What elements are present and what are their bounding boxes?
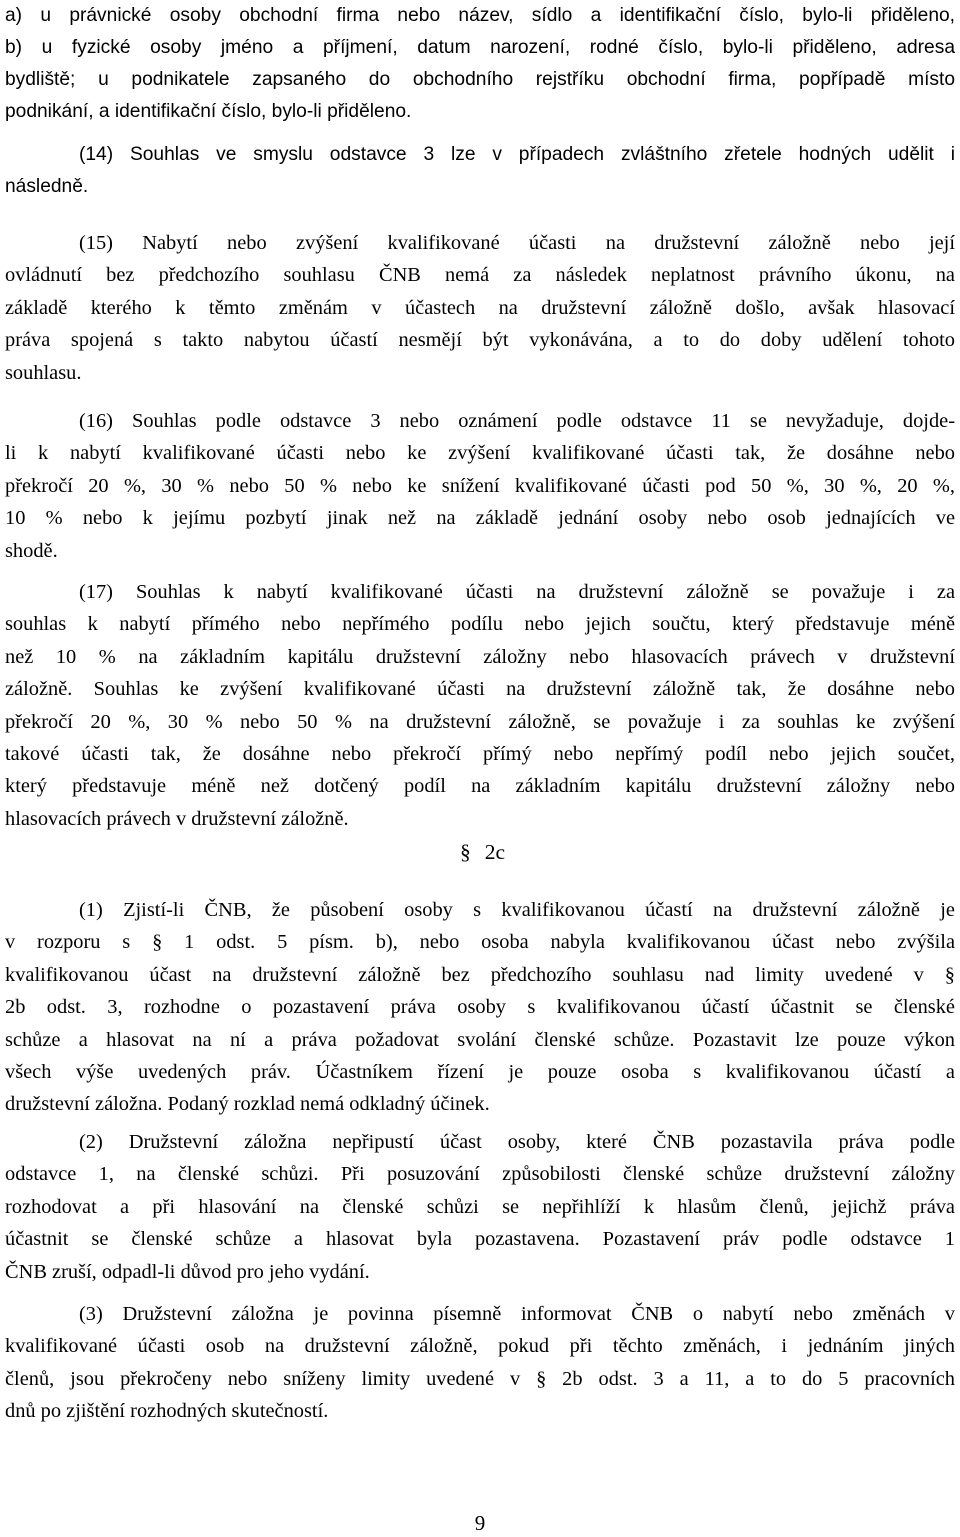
paragraph-line: dnů po zjištění rozhodných skutečností. xyxy=(5,1400,329,1423)
paragraph-line: (14) Souhlas ve smyslu odstavce 3 lze v případech zvláštního zřetele hodných udělit i xyxy=(79,144,955,165)
section-number: 2c xyxy=(484,840,506,864)
paragraph-line: ČNB zruší, odpadl-li důvod pro jeho vydání. xyxy=(5,1260,370,1283)
paragraph-line: následně. xyxy=(5,176,89,197)
intro-line: b) u fyzické osoby jméno a příjmení, datum narození, rodné číslo, bylo-li přiděleno, adresa xyxy=(5,37,955,58)
paragraph-line: překročí 20 %, 30 % nebo 50 % na družstevní záložně, se považuje i za souhlas ke zvýšení xyxy=(5,710,955,733)
paragraph-15 xyxy=(5,227,955,389)
section-paragraph-3 xyxy=(5,1298,955,1428)
paragraph-line: (17) Souhlas k nabytí kvalifikované účasti na družstevní záložně se považuje i za xyxy=(79,581,955,603)
intro-line: podnikání, a identifikační číslo, bylo-li přiděleno. xyxy=(5,101,412,122)
paragraph-line: než 10 % na základním kapitálu družstevní záložny nebo hlasovacích právech v družstevní xyxy=(5,645,955,668)
paragraph-line: rozhodovat a při hlasování na členské schůzi se nepřihlíží k hlasům členů, jejichž práva xyxy=(5,1195,955,1218)
section-symbol: § xyxy=(460,840,471,864)
paragraph-line: družstevní záložna. Podaný rozklad nemá odkladný účinek. xyxy=(5,1093,490,1116)
page-number: 9 xyxy=(474,1511,486,1535)
paragraph-line: základě kterého k těmto změnám v účastech na družstevní záložně došlo, avšak hlasovací xyxy=(5,296,955,319)
paragraph-line: kvalifikované účasti osob na družstevní záložně, pokud při těchto změnách, i jednáním jiných xyxy=(5,1335,955,1358)
paragraph-line: členů, jsou překročeny nebo sníženy limity uvedené v § 2b odst. 3 a 11, a to do 5 pracovních xyxy=(5,1367,955,1390)
section-heading xyxy=(460,836,505,868)
paragraph-line: souhlas k nabytí přímého nebo nepřímého podílu nebo jejich součtu, který představuje méně xyxy=(5,613,955,636)
paragraph-line: (3) Družstevní záložna je povinna písemně informovat ČNB o nabytí nebo změnách v xyxy=(79,1303,955,1325)
paragraph-line: překročí 20 %, 30 % nebo 50 % nebo ke snížení kvalifikované účasti pod 50 %, 30 %, 20 %, xyxy=(5,474,955,497)
paragraph-line: ovládnutí bez předchozího souhlasu ČNB nemá za následek neplatnost právního úkonu, na xyxy=(5,264,955,287)
paragraph-line: který představuje méně než dotčený podíl na základním kapitálu družstevní záložny nebo xyxy=(5,775,955,798)
paragraph-line: shodě. xyxy=(5,539,58,562)
section-paragraph-2 xyxy=(5,1126,955,1288)
section-paragraph-1 xyxy=(5,894,955,1121)
paragraph-line: 2b odst. 3, rozhodne o pozastavení práva osoby s kvalifikovanou účastí účastnit se členské xyxy=(5,996,955,1019)
paragraph-line: (15) Nabytí nebo zvýšení kvalifikované účasti na družstevní záložně nebo její xyxy=(79,232,955,254)
paragraph-line: kvalifikovanou účast na družstevní záložně bez předchozího souhlasu nad limity uvedené v § xyxy=(5,963,955,986)
paragraph-line: záložně. Souhlas ke zvýšení kvalifikované účasti na družstevní záložně tak, že dosáhne nebo xyxy=(5,678,955,701)
paragraph-14 xyxy=(5,139,955,203)
paragraph-line: účastnit se členské schůze a hlasovat byla pozastavena. Pozastavení práv podle odstavce 1 xyxy=(5,1228,955,1251)
paragraph-16 xyxy=(5,405,955,567)
paragraph-17 xyxy=(5,576,955,835)
intro-line: a) u právnické osoby obchodní firma nebo název, sídlo a identifikační číslo, bylo-li přiděleno, xyxy=(5,5,955,26)
paragraph-line: (2) Družstevní záložna nepřipustí účast osoby, které ČNB pozastavila práva podle xyxy=(79,1131,955,1153)
paragraph-line: souhlasu. xyxy=(5,361,82,384)
paragraph-line: takové účasti tak, že dosáhne nebo překročí přímý nebo nepřímý podíl nebo jejich součet, xyxy=(5,743,955,766)
paragraph-line: v rozporu s § 1 odst. 5 písm. b), nebo osoba nabyla kvalifikovanou účast nebo zvýšila xyxy=(5,931,955,954)
intro-items xyxy=(5,0,955,128)
paragraph-line: (1) Zjistí-li ČNB, že působení osoby s kvalifikovanou účastí na družstevní záložně je xyxy=(79,899,955,921)
paragraph-line: schůze a hlasovat na ní a práva požadovat svolání členské schůze. Pozastavit lze pouze výkon xyxy=(5,1028,955,1051)
paragraph-line: odstavce 1, na členské schůzi. Při posuzování způsobilosti členské schůze družstevní záložny xyxy=(5,1163,955,1186)
paragraph-line: (16) Souhlas podle odstavce 3 nebo oznámení podle odstavce 11 se nevyžaduje, dojde- xyxy=(79,410,955,432)
paragraph-line: 10 % nebo k jejímu pozbytí jinak než na základě jednání osoby nebo osob jednajících ve xyxy=(5,507,955,530)
paragraph-line: hlasovacích právech v družstevní záložně. xyxy=(5,807,349,830)
paragraph-line: práva spojená s takto nabytou účastí nesmějí být vykonávána, a to do doby udělení tohoto xyxy=(5,329,955,352)
intro-line: bydliště; u podnikatele zapsaného do obchodního rejstříku obchodní firma, popřípadě místo xyxy=(5,69,955,90)
paragraph-line: li k nabytí kvalifikované účasti nebo ke zvýšení kvalifikované účasti tak, že dosáhne nebo xyxy=(5,442,955,465)
paragraph-line: všech výše uvedených práv. Účastníkem řízení je pouze osoba s kvalifikovanou účastí a xyxy=(5,1061,955,1084)
